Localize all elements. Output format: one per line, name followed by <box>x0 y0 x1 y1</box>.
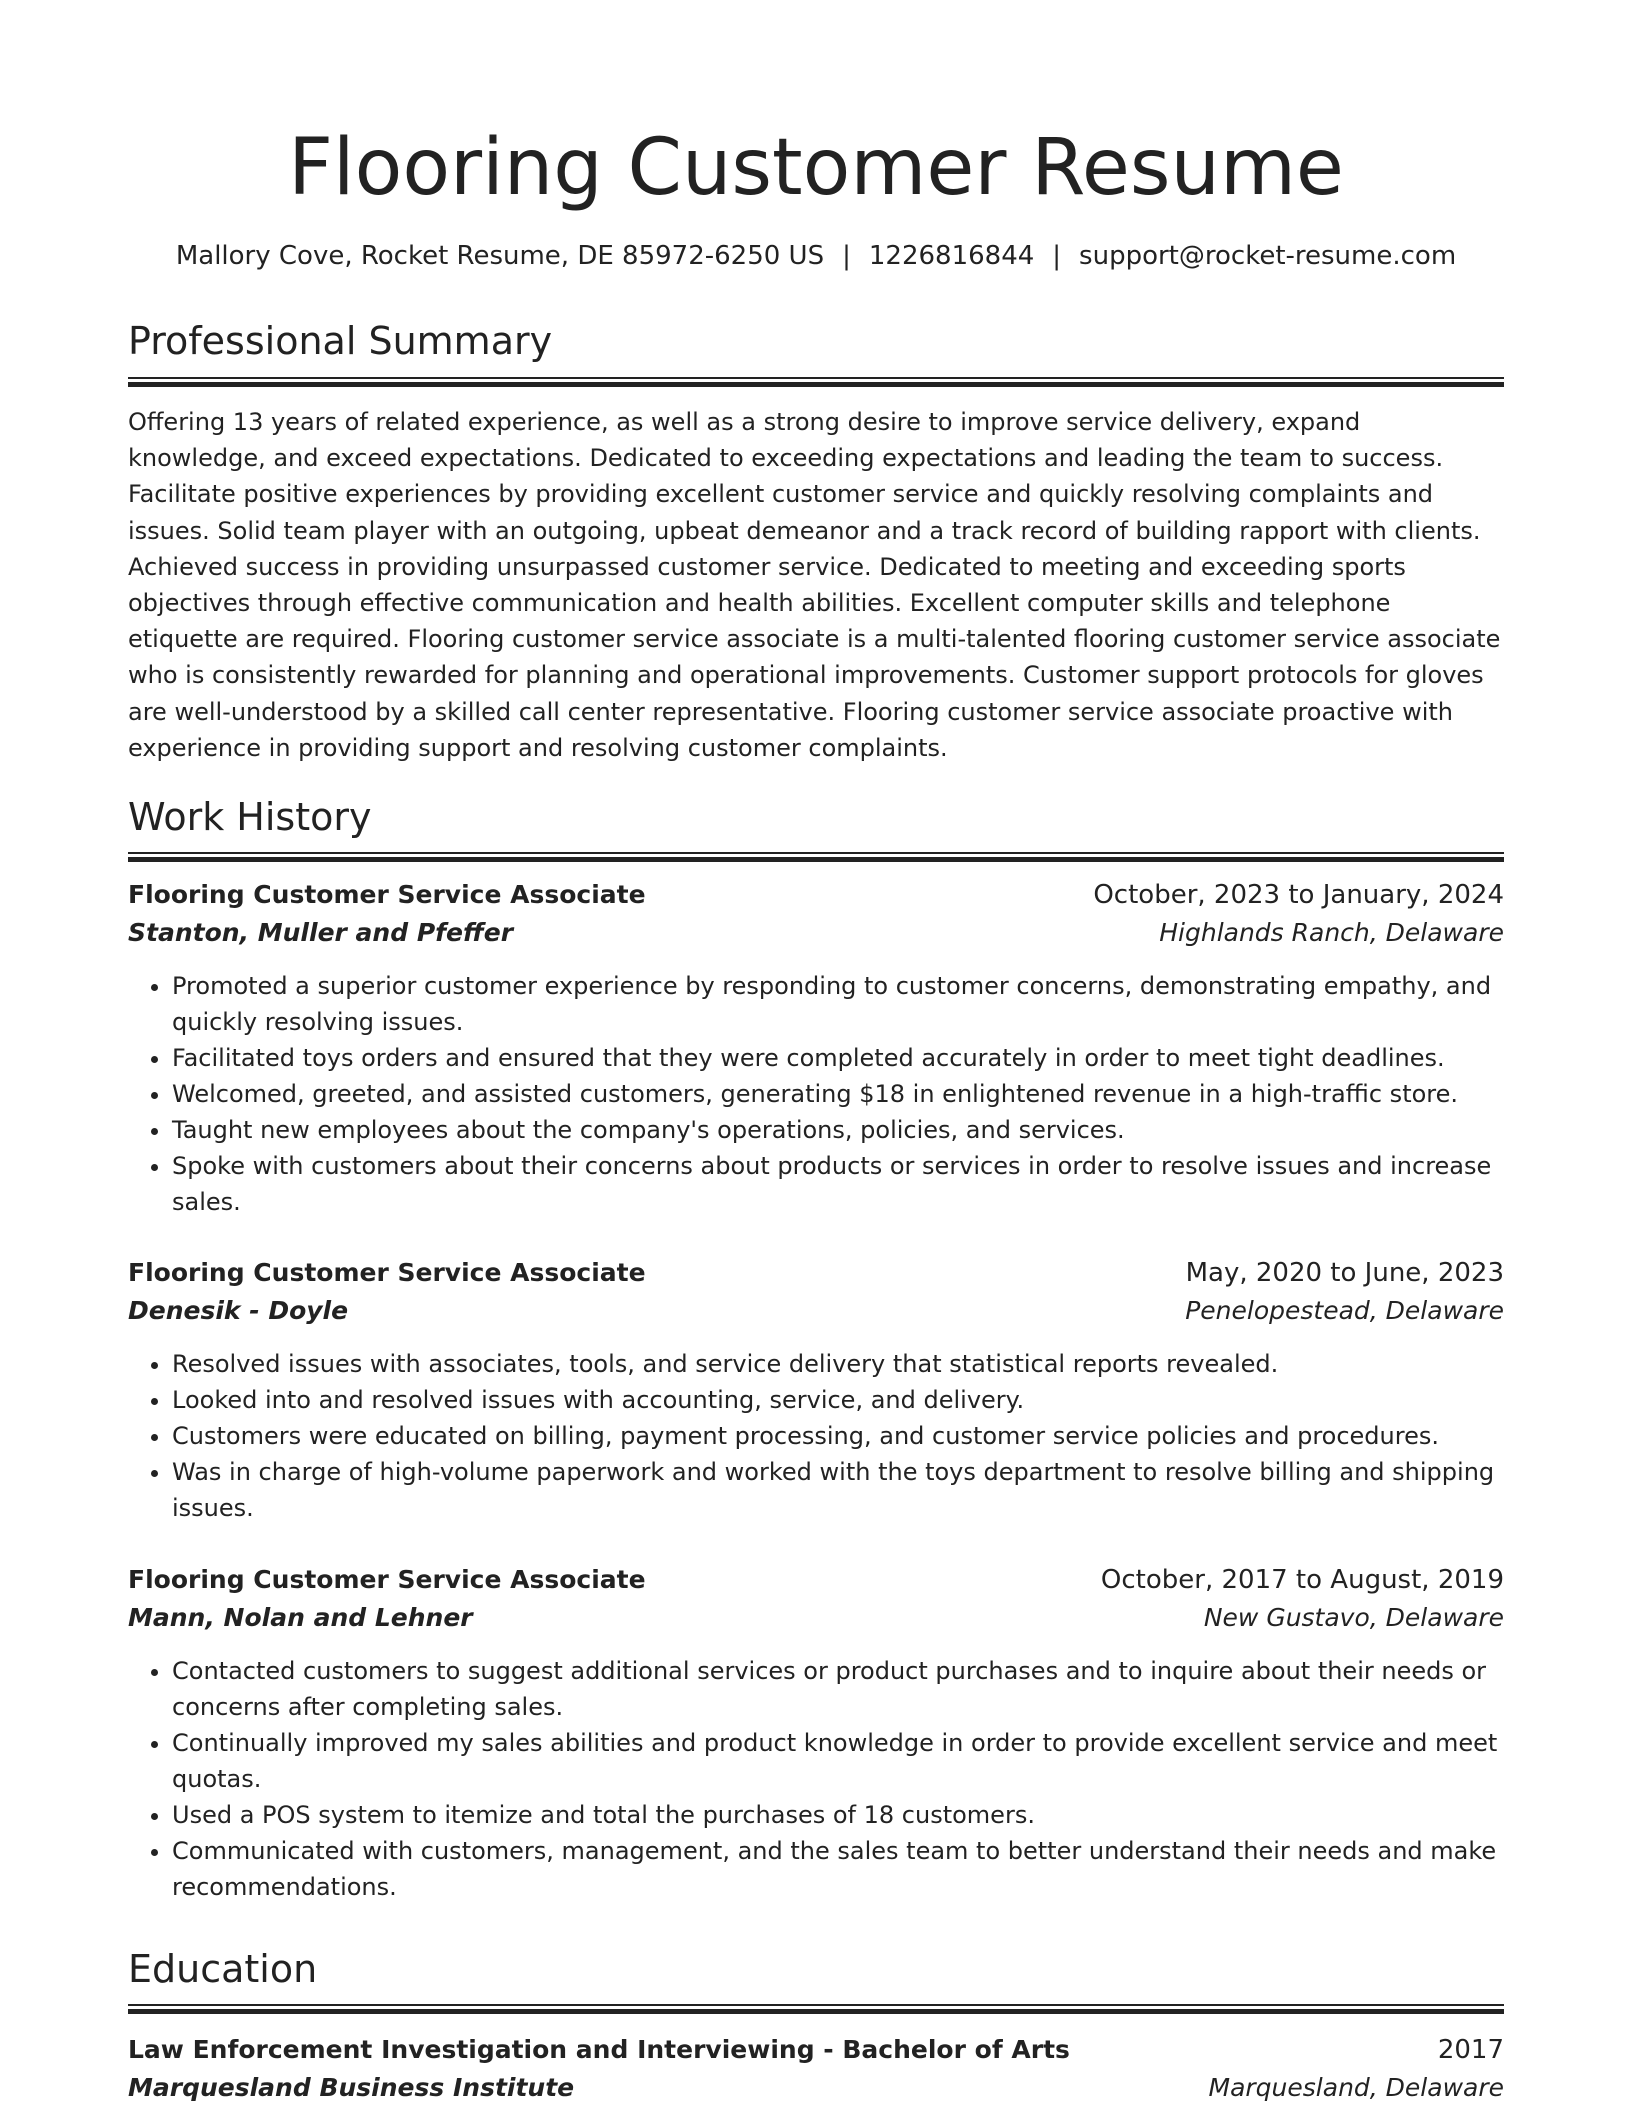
job-location: Highlands Ranch, Delaware <box>1159 918 1504 947</box>
job-bullet: • Facilitated toys orders and ensured that they were completed accurately in order to meet tight deadlines. <box>172 1040 1504 1076</box>
job-bullets <box>128 968 1504 1220</box>
education-location: Marquesland, Delaware <box>1208 2073 1504 2102</box>
job-bullet: • Spoke with customers about their concerns about products or services in order to resolve issues and increase sales. <box>172 1148 1504 1220</box>
job-employer: Denesik - Doyle <box>128 1296 349 1325</box>
job-entry <box>128 1561 1504 1905</box>
section-divider <box>128 2004 1504 2014</box>
contact-separator: | <box>842 241 851 271</box>
job-location: Penelopestead, Delaware <box>1185 1296 1504 1325</box>
contact-address: Mallory Cove, Rocket Resume, DE 85972-6250 US <box>175 241 825 271</box>
job-employer: Mann, Nolan and Lehner <box>128 1603 473 1632</box>
job-location: New Gustavo, Delaware <box>1203 1603 1504 1632</box>
job-entry <box>128 876 1504 1220</box>
job-bullet: • Was in charge of high-volume paperwork and worked with the toys department to resolve billing and shipping issues. <box>172 1454 1504 1526</box>
education-school: Marquesland Business Institute <box>128 2073 575 2102</box>
section-title-summary: Professional Summary <box>128 319 553 363</box>
job-bullets <box>128 1653 1504 1905</box>
job-bullet: • Used a POS system to itemize and total the purchases of 18 customers. <box>172 1797 1504 1833</box>
job-bullet: • Continually improved my sales abilities and product knowledge in order to provide excellent service and meet quotas. <box>172 1725 1504 1797</box>
job-entry <box>128 1254 1504 1526</box>
section-title-work: Work History <box>128 795 372 839</box>
contact-line <box>128 238 1504 274</box>
summary-text: Offering 13 years of related experience, as well as a strong desire to improve service delivery, expand knowledge, and exceed expectations. Dedicated to exceeding expectations and leading the team to success. Facilitate positive experiences by providing excellent customer service and quickly resolving complaints and issues. Solid team player with an outgoing, upbeat demeanor and a track record of building rapport with clients. Achieved success in providing unsurpassed customer service. Dedicated to meeting and exceeding sports objectives through effective communication and health abilities. Excellent computer skills and telephone etiquette are required. Flooring customer service associate is a multi-talented flooring customer service associate who is consistently rewarded for planning and operational improvements. Customer support protocols for gloves are well-understood by a skilled call center representative. Flooring customer service associate proactive with experience in providing support and resolving customer complaints. <box>128 408 1501 762</box>
job-employer: Stanton, Muller and Pfeffer <box>128 918 514 947</box>
job-title: Flooring Customer Service Associate <box>128 1258 646 1287</box>
contact-phone: 1226816844 <box>868 241 1035 271</box>
job-bullet: • Contacted customers to suggest additional services or product purchases and to inquire about their needs or concerns after completing sales. <box>172 1653 1504 1725</box>
education-entry <box>128 2031 1504 2107</box>
section-title-education: Education <box>128 1947 318 1991</box>
job-bullet: • Taught new employees about the company's operations, policies, and services. <box>172 1112 1504 1148</box>
contact-separator: | <box>1052 241 1062 271</box>
resume-name: Flooring Customer Resume <box>288 123 1344 213</box>
job-bullet: • Communicated with customers, management, and the sales team to better understand their needs and make recommendations. <box>172 1833 1504 1905</box>
job-dates: May, 2020 to June, 2023 <box>1185 1258 1504 1288</box>
contact-email: support@rocket-resume.com <box>1079 241 1457 271</box>
job-dates: October, 2023 to January, 2024 <box>1093 880 1504 910</box>
job-bullet: • Looked into and resolved issues with accounting, service, and delivery. <box>172 1382 1504 1418</box>
section-divider <box>128 852 1504 862</box>
job-bullet: • Resolved issues with associates, tools, and service delivery that statistical reports revealed. <box>172 1346 1504 1382</box>
job-bullet: • Customers were educated on billing, payment processing, and customer service policies and procedures. <box>172 1418 1504 1454</box>
job-title: Flooring Customer Service Associate <box>128 1565 646 1594</box>
job-bullet: • Welcomed, greeted, and assisted customers, generating $18 in enlightened revenue in a high-traffic store. <box>172 1076 1504 1112</box>
section-divider <box>128 377 1504 387</box>
job-bullets <box>128 1346 1504 1526</box>
education-year: 2017 <box>1437 2035 1504 2065</box>
education-degree: Law Enforcement Investigation and Interviewing - Bachelor of Arts <box>128 2035 1070 2064</box>
job-title: Flooring Customer Service Associate <box>128 880 646 909</box>
job-bullet: • Promoted a superior customer experience by responding to customer concerns, demonstrating empathy, and quickly resolving issues. <box>172 968 1504 1040</box>
job-dates: October, 2017 to August, 2019 <box>1100 1565 1504 1595</box>
